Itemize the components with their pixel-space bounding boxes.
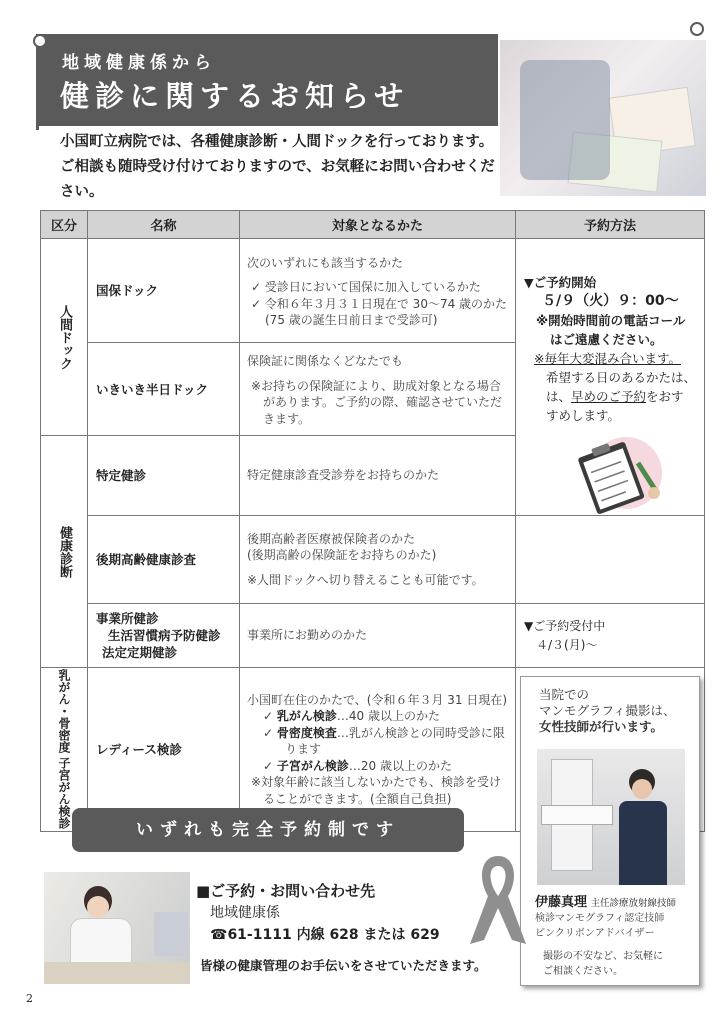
exam-name: 国保ドック <box>88 239 240 343</box>
exam-name: レディース検診 <box>88 668 240 832</box>
exam-name: 後期高齢健康診査 <box>88 516 240 604</box>
col-header-name: 名称 <box>88 211 240 239</box>
decorative-curl <box>33 34 47 48</box>
reception-photo <box>44 872 190 984</box>
col-header-target: 対象となるかた <box>240 211 516 239</box>
contact-department: 地域健康係 <box>210 905 280 921</box>
contact-info <box>196 880 440 946</box>
exam-target: 小国町在住のかたで、(令和６年３月 31 日現在) ✓ 乳がん検診…40 歳以上のかた ✓ 骨密度検査…乳がん検診との同時受診に限ります ✓ 子宮がん検診…20 歳以上のかた ※対象年齢に該当しないかたでも、検診を受けることができます。(全額自己負担) <box>240 668 516 832</box>
clipboard-pencil-icon <box>524 425 696 511</box>
table-row <box>41 239 705 343</box>
header-banner <box>36 34 498 126</box>
exam-name: 事業所健診 生活習慣病予防健診 法定定期健診 <box>88 604 240 668</box>
help-line: 皆様の健康管理のお手伝いをさせていただきます。 <box>200 958 487 973</box>
category-kenko-shindan: 健康診断 <box>41 436 88 668</box>
mammography-photo <box>537 749 685 885</box>
table-row <box>41 604 705 668</box>
exam-target: 特定健康診査受診券をお持ちのかた <box>240 436 516 516</box>
col-header-reservation: 予約方法 <box>516 211 705 239</box>
staff-title: 主任診療放射線技師 <box>590 898 677 909</box>
exam-name: いきいき半日ドック <box>88 343 240 436</box>
reservation-notice: いずれも完全予約制です <box>72 808 464 852</box>
decorative-curl <box>690 22 704 36</box>
exam-target: 保険証に関係なくどなたでも ※お持ちの保険証により、助成対象となる場合があります。ご予約の際、確認させていただきます。 <box>240 343 516 436</box>
category-gan-kenshin: 乳がん・骨密度 子宮がん検診 <box>41 668 88 832</box>
exam-target: 次のいずれにも該当するかた ✓ 受診日において国保に加入しているかた ✓ 令和６年３月３１日現在で 30～74 歳のかた(75 歳の誕生日前日まで受診可) <box>240 239 516 343</box>
reservation-info: ▼ご予約受付中 ４/３(月)～ <box>516 604 705 668</box>
header-subtitle: 地域健康係から <box>62 53 216 73</box>
card-message: 当院での マンモグラフィ撮影は、 女性技師が行います。 <box>539 687 676 734</box>
pink-ribbon-icon <box>466 852 530 950</box>
table-header-row <box>41 211 705 239</box>
exam-target: 後期高齢者医療被保険者のかた (後期高齢の保険証をお持ちのかた) ※人間ドックへ切り替えることも可能です。 <box>240 516 516 604</box>
contact-phone: ☎61-1111 内線 628 または 629 <box>210 927 440 943</box>
reservation-info: ▼ご予約開始 ５/９（火）９：00～ ※開始時間前の電話コールはご遠慮ください。 ※毎年大変混み合います。 希望する日のあるかたは、 は、早めのご予約をおすすめします。 <box>516 239 705 516</box>
page-title: 健診に関するお知らせ <box>60 79 410 113</box>
category-ningen-dock: 人間ドック <box>41 239 88 436</box>
contact-heading: ■ご予約・お問い合わせ先 <box>196 882 376 900</box>
exam-target: 事業所にお勤めのかた <box>240 604 516 668</box>
mammography-staff-card <box>520 676 700 986</box>
staff-roles: 検診マンモグラフィ認定技師 ピンクリボンアドバイザー <box>535 913 665 939</box>
col-header-category: 区分 <box>41 211 88 239</box>
exam-name: 特定健診 <box>88 436 240 516</box>
reservation-blank <box>516 516 705 604</box>
table-row <box>41 516 705 604</box>
page-number: 2 <box>26 992 33 1005</box>
staff-name: 伊藤真理 <box>535 895 588 910</box>
header-photo <box>500 40 706 196</box>
intro-text: 小国町立病院では、各種健康診断・人間ドックを行っております。ご相談も随時受け付けておりますので、お気軽にお問い合わせください。 <box>60 134 495 200</box>
staff-message: 撮影の不安など、お気軽に ご相談ください。 <box>543 951 663 977</box>
